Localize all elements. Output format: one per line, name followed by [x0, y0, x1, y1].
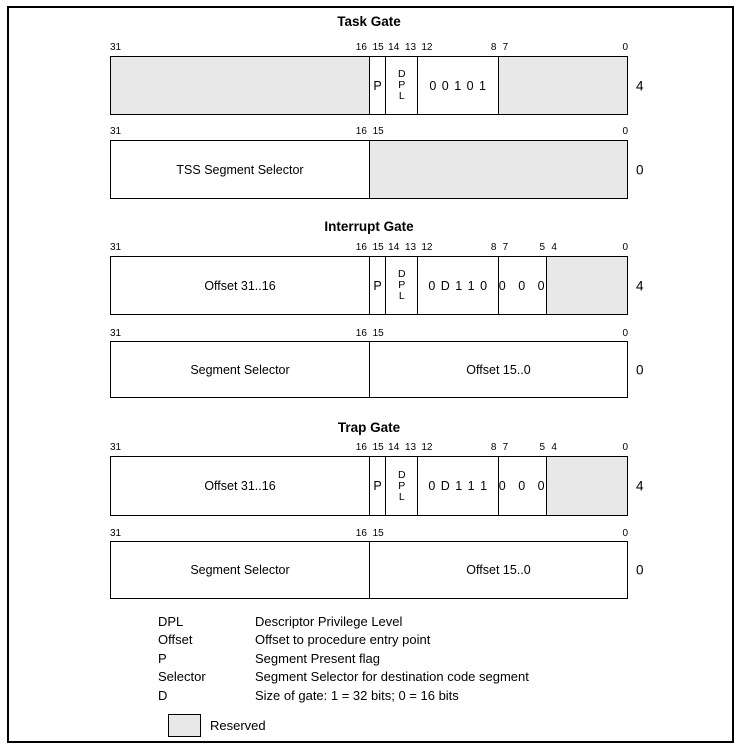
zero-bits-cell — [498, 257, 546, 314]
bit-label: 16 — [355, 442, 367, 453]
dword-offset-label: 4 — [636, 478, 644, 494]
gate-type-bits-cell — [417, 57, 498, 114]
legend-term: DPL — [158, 614, 184, 629]
offset-high-label: Offset 31..16 — [204, 479, 276, 493]
task-gate-high-bit-ruler — [110, 42, 628, 54]
bit-label: 31 — [110, 42, 122, 53]
p-flag-cell — [369, 57, 385, 114]
p-flag-label: P — [373, 278, 382, 293]
gate-type-bits: 0 D 1 1 1 — [428, 479, 489, 493]
trap-gate-dword-low — [110, 541, 644, 599]
gate-type-bits: 0 0 1 0 1 — [429, 78, 488, 93]
p-flag-cell — [369, 457, 385, 515]
reserved-field — [546, 257, 627, 314]
bit-label: 14 — [388, 442, 400, 453]
legend-row — [158, 687, 529, 705]
segment-selector-field — [111, 542, 369, 598]
bit-label: 14 — [388, 242, 400, 253]
legend-term: P — [158, 650, 167, 666]
bit-label: 31 — [110, 126, 122, 137]
offset-high-field — [111, 257, 369, 314]
dpl-letter: D — [397, 68, 406, 80]
task-gate-dword-low — [110, 140, 644, 199]
tss-selector-label: TSS Segment Selector — [176, 162, 304, 177]
p-flag-label: P — [373, 479, 382, 493]
bit-label: 14 — [388, 42, 400, 53]
bit-label: 4 — [551, 442, 557, 453]
bit-label: 7 — [502, 42, 509, 53]
bit-label: 7 — [502, 242, 509, 253]
segment-selector-label: Segment Selector — [190, 563, 290, 577]
bit-label: 0 — [622, 442, 628, 453]
bit-label: 5 — [539, 442, 546, 453]
offset-low-label: Offset 15..0 — [466, 362, 531, 377]
legend — [158, 613, 529, 705]
trap-gate-low-bit-ruler — [110, 528, 628, 540]
interrupt-gate-high-bit-ruler — [110, 242, 628, 254]
bit-label: 13 — [405, 442, 417, 453]
dpl-letter: D — [397, 468, 406, 481]
dword-offset-label: 4 — [636, 78, 644, 93]
legend-row — [158, 650, 529, 668]
dpl-letter: L — [398, 290, 405, 302]
offset-low-field — [369, 542, 627, 598]
bit-label: 8 — [490, 42, 497, 53]
legend-desc: Size of gate: 1 = 32 bits; 0 = 16 bits — [255, 687, 459, 703]
bit-label: 8 — [490, 442, 497, 453]
interrupt-gate-low-bit-ruler — [110, 328, 628, 340]
dpl-letter: P — [398, 79, 406, 91]
bit-label: 0 — [622, 42, 628, 53]
dword-offset-label: 0 — [636, 562, 644, 578]
bit-label: 15 — [372, 328, 384, 339]
legend-row — [158, 631, 529, 649]
zero-bits: 0 0 0 — [498, 278, 547, 293]
offset-low-field — [369, 342, 627, 397]
bit-label: 13 — [405, 42, 417, 53]
trap-gate-title: Trap Gate — [337, 420, 401, 435]
bit-label: 12 — [421, 42, 433, 53]
task-gate-low-bit-ruler — [110, 126, 628, 138]
dpl-cell — [385, 57, 417, 114]
segment-selector-field — [111, 342, 369, 397]
bit-label: 12 — [421, 442, 433, 453]
legend-row — [158, 613, 529, 631]
dpl-letter: P — [398, 479, 406, 492]
legend-desc: Segment Selector for destination code segment — [255, 669, 529, 685]
dpl-cell — [385, 257, 417, 314]
bit-label: 0 — [622, 126, 628, 137]
dword-offset-label: 0 — [636, 162, 644, 177]
dpl-cell — [385, 457, 417, 515]
bit-label: 8 — [490, 242, 497, 253]
trap-gate-high-bit-ruler — [110, 442, 628, 454]
reserved-field — [111, 57, 369, 114]
bit-label: 15 — [372, 126, 384, 137]
dword-offset-label: 4 — [636, 278, 644, 293]
reserved-key — [168, 714, 266, 737]
p-flag-cell — [369, 257, 385, 314]
offset-high-field — [111, 457, 369, 515]
trap-gate-dword-high — [110, 456, 644, 516]
dpl-letter: L — [398, 90, 405, 102]
bit-label: 0 — [622, 528, 628, 539]
bit-label: 7 — [502, 442, 509, 453]
bit-label: 16 — [355, 242, 367, 253]
zero-bits: 0 0 0 — [498, 479, 547, 493]
legend-desc: Offset to procedure entry point — [255, 632, 431, 648]
bit-label: 4 — [551, 242, 557, 253]
offset-low-label: Offset 15..0 — [466, 563, 531, 577]
bit-label: 31 — [110, 328, 122, 339]
bit-label: 16 — [355, 42, 367, 53]
reserved-field — [498, 57, 627, 114]
p-flag-label: P — [373, 78, 382, 93]
legend-term: Offset — [158, 632, 193, 648]
legend-desc: Descriptor Privilege Level — [255, 614, 403, 629]
bit-label: 16 — [355, 528, 367, 539]
task-gate-dword-high — [110, 56, 644, 115]
bit-label: 31 — [110, 528, 122, 539]
interrupt-gate-dword-low — [110, 341, 644, 398]
tss-selector-field — [111, 141, 369, 198]
reserved-field — [546, 457, 627, 515]
bit-label: 15 — [372, 242, 384, 253]
segment-selector-label: Segment Selector — [190, 362, 290, 377]
gate-type-bits-cell — [417, 457, 498, 515]
dword-offset-label: 0 — [636, 362, 644, 377]
bit-label: 13 — [405, 242, 417, 253]
legend-term: Selector — [158, 669, 206, 685]
legend-term: D — [158, 687, 168, 703]
task-gate-title: Task Gate — [337, 14, 401, 29]
bit-label: 31 — [110, 442, 122, 453]
reserved-key-label: Reserved — [210, 718, 266, 733]
reserved-swatch — [168, 714, 201, 737]
interrupt-gate-title: Interrupt Gate — [324, 219, 414, 234]
legend-row — [158, 668, 529, 686]
bit-label: 16 — [355, 328, 367, 339]
bit-label: 15 — [372, 528, 384, 539]
dpl-letter: P — [398, 279, 406, 291]
bit-label: 15 — [372, 42, 384, 53]
bit-label: 5 — [539, 242, 546, 253]
dpl-letter: D — [397, 268, 406, 280]
bit-label: 15 — [372, 442, 384, 453]
gate-type-bits: 0 D 1 1 0 — [428, 278, 489, 293]
gate-type-bits-cell — [417, 257, 498, 314]
bit-label: 16 — [355, 126, 367, 137]
offset-high-label: Offset 31..16 — [204, 278, 276, 293]
bit-label: 0 — [622, 242, 628, 253]
dpl-letter: L — [398, 490, 405, 503]
interrupt-gate-dword-high — [110, 256, 644, 315]
zero-bits-cell — [498, 457, 546, 515]
bit-label: 31 — [110, 242, 122, 253]
reserved-field — [369, 141, 627, 198]
bit-label: 0 — [622, 328, 628, 339]
legend-desc: Segment Present flag — [255, 650, 381, 666]
bit-label: 12 — [421, 242, 433, 253]
